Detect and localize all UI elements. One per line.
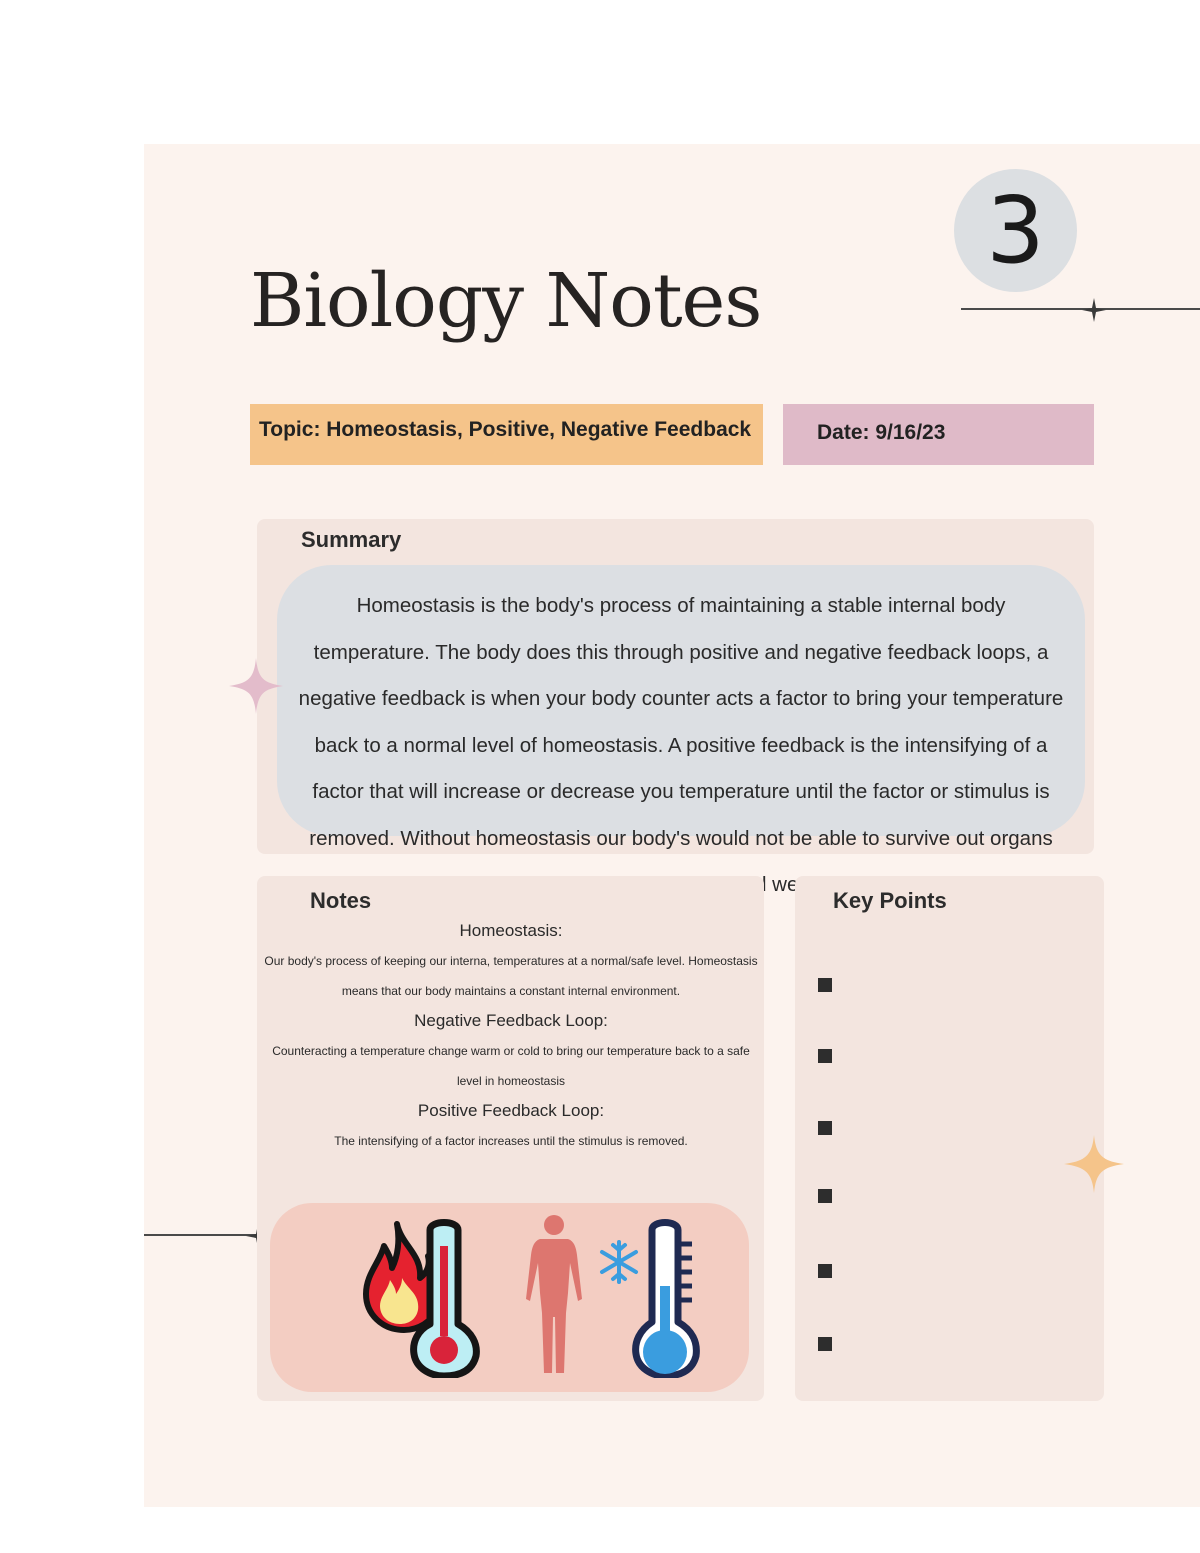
date-label: Date: 9/16/23 <box>783 404 1094 465</box>
summary-heading: Summary <box>301 527 402 552</box>
notes-section-body: The intensifying of a factor increases until the stimulus is removed. <box>334 1134 688 1148</box>
key-point-bullet <box>818 1189 832 1203</box>
notes-section-title: Negative Feedback Loop: <box>414 1011 608 1030</box>
key-point-bullet <box>818 1264 832 1278</box>
key-point-bullet <box>818 1049 832 1063</box>
sparkle-icon <box>229 658 283 714</box>
page-title: Biology Notes <box>250 258 762 344</box>
notes-section-title: Positive Feedback Loop: <box>417 1101 605 1120</box>
sparkle-icon <box>1064 1135 1124 1193</box>
header-divider-line <box>961 308 1200 310</box>
star-icon <box>1082 298 1106 322</box>
page-number: 3 <box>986 177 1045 284</box>
notes-content <box>262 916 760 1156</box>
notes-section-body: Our body's process of keeping our interna, temperatures at a normal/safe level. Homeostasis means that our body maintains a constant internal environment. <box>264 954 758 998</box>
page-number-badge <box>954 169 1077 292</box>
hot-thermometer-icon <box>362 1216 482 1378</box>
topic-label: Topic: Homeostasis, Positive, Negative Feedback <box>250 404 763 465</box>
key-point-bullet <box>818 1337 832 1351</box>
key-points-heading: Key Points <box>833 888 947 913</box>
notes-section-title: Homeostasis: <box>459 921 563 940</box>
notes-heading: Notes <box>310 888 372 913</box>
cold-thermometer-icon <box>632 1216 702 1378</box>
key-points-card <box>795 876 1104 1401</box>
key-point-bullet <box>818 978 832 992</box>
key-point-bullet <box>818 1121 832 1135</box>
notes-section-body: Counteracting a temperature change warm or cold to bring our temperature back to a safe level in homeostasis <box>272 1044 750 1088</box>
summary-text: Homeostasis is the body's process of maintaining a stable internal body temperature. The body does this through positive and negative feedback loops, a negative feedback is when your body counter acts a factor to bring your temperature back to a normal level of homeostasis. A positive feedback is the intensifying of a factor that will increase or decrease you temperature until the factor or stimulus is removed. Without homeostasis our body's would not be able to survive out organs we <box>298 594 1064 896</box>
human-body-icon <box>522 1213 586 1376</box>
